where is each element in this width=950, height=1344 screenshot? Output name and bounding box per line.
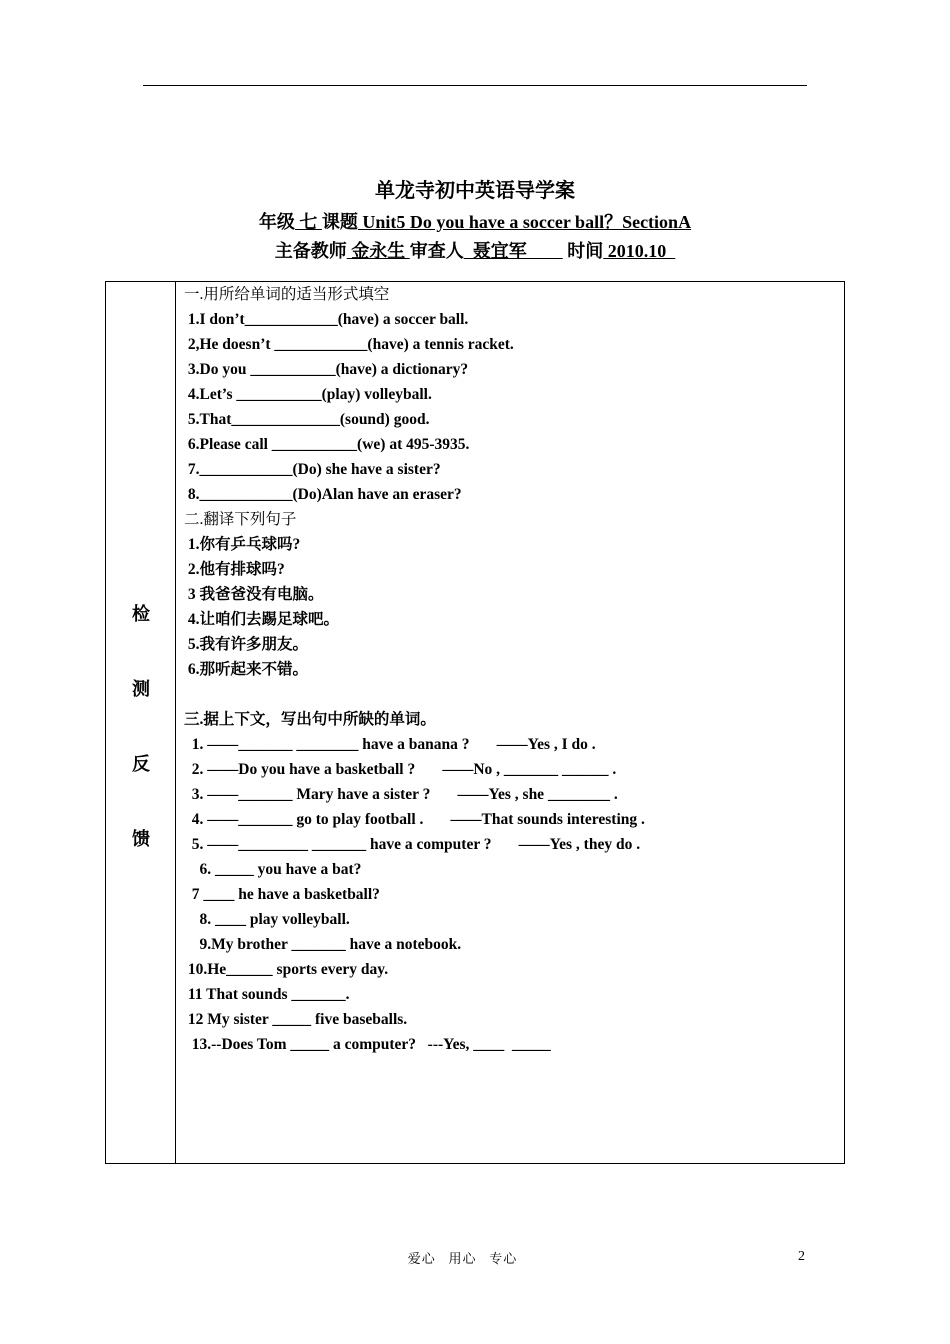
exercise-table <box>105 281 845 1164</box>
section-heading: 一.用所给单词的适当形式填空 <box>184 286 390 303</box>
time-label: 时间 <box>567 241 604 261</box>
exercise-line: 7.____________(Do) she have a sister? <box>184 461 441 478</box>
exercise-line: 5.That______________(sound) good. <box>184 411 430 428</box>
exercise-line: 3.Do you ___________(have) a dictionary? <box>184 361 469 378</box>
reviewer-label: 审查人 <box>409 241 464 261</box>
exercise-line: 5. ——_________ _______ have a computer ? ——Yes , they do . <box>184 836 641 853</box>
exercise-line: 6.那听起来不错。 <box>184 661 309 678</box>
exercise-line: 9.My brother _______ have a notebook. <box>184 936 462 953</box>
exercise-line: 4.Let’s ___________(play) volleyball. <box>184 386 432 403</box>
time-value: 2010.10 <box>603 241 676 261</box>
side-label-char: 检 <box>132 604 150 624</box>
exercise-line: 1.I don’t____________(have) a soccer ball. <box>184 311 469 328</box>
exercise-line: 6. _____ you have a bat? <box>184 861 362 878</box>
exercise-line: 8. ____ play volleyball. <box>184 911 350 928</box>
side-label-char: 测 <box>132 679 150 699</box>
exercise-line: 3 我爸爸没有电脑。 <box>184 586 324 603</box>
teacher-line <box>0 237 950 263</box>
side-label-char: 反 <box>132 754 150 774</box>
teacher-label: 主备教师 <box>274 241 347 261</box>
grade-value: 七 <box>294 212 322 232</box>
exercise-line: 7 ____ he have a basketball? <box>184 886 380 903</box>
side-label-column <box>106 282 176 1163</box>
side-label-char: 馈 <box>132 829 150 849</box>
topic-value: Unit5 Do you have a soccer ball？SectionA <box>357 212 692 232</box>
exercise-line: 5.我有许多朋友。 <box>184 636 309 653</box>
exercise-line: 2,He doesn’t ____________(have) a tennis racket. <box>184 336 514 353</box>
exercise-line: 1. ——_______ ________ have a banana ? ——Yes , I do . <box>184 736 596 753</box>
exercise-line: 3. ——_______ Mary have a sister ? ——Yes , she ________ . <box>184 786 618 803</box>
section-heading: 二.翻译下列句子 <box>184 511 297 528</box>
exercise-line: 12 My sister _____ five baseballs. <box>184 1011 408 1028</box>
exercise-line: 2.他有排球吗? <box>184 561 285 578</box>
page-number: 2 <box>798 1249 805 1264</box>
exercise-line: 11 That sounds _______. <box>184 986 350 1003</box>
footer-motto: 爱心 用心 专心 <box>407 1251 518 1266</box>
reviewer-value: 聂宜军 <box>463 241 563 261</box>
exercise-line: 13.--Does Tom _____ a computer? ---Yes, ____ _____ <box>184 1036 551 1053</box>
exercise-line: 4.让咱们去踢足球吧。 <box>184 611 340 628</box>
section-heading: 三.据上下文，写出句中所缺的单词。 <box>184 711 436 728</box>
topic-label: 课题 <box>321 212 358 232</box>
grade-label: 年级 <box>258 212 295 232</box>
exercise-line: 8.____________(Do)Alan have an eraser? <box>184 486 462 503</box>
exercise-line: 1.你有乒乓球吗? <box>184 536 301 553</box>
exercise-line: 6.Please call ___________(we) at 495-3935. <box>184 436 470 453</box>
page-title: 单龙寺初中英语导学案 <box>375 180 575 202</box>
header-rule <box>143 85 807 86</box>
exercise-line: 10.He______ sports every day. <box>184 961 389 978</box>
exercise-line: 4. ——_______ go to play football . ——That sounds interesting . <box>184 811 645 828</box>
exercise-line: 2. ——Do you have a basketball ? ——No , _______ ______ . <box>184 761 617 778</box>
teacher-value: 金永生 <box>346 241 410 261</box>
grade-topic-line <box>0 208 950 234</box>
